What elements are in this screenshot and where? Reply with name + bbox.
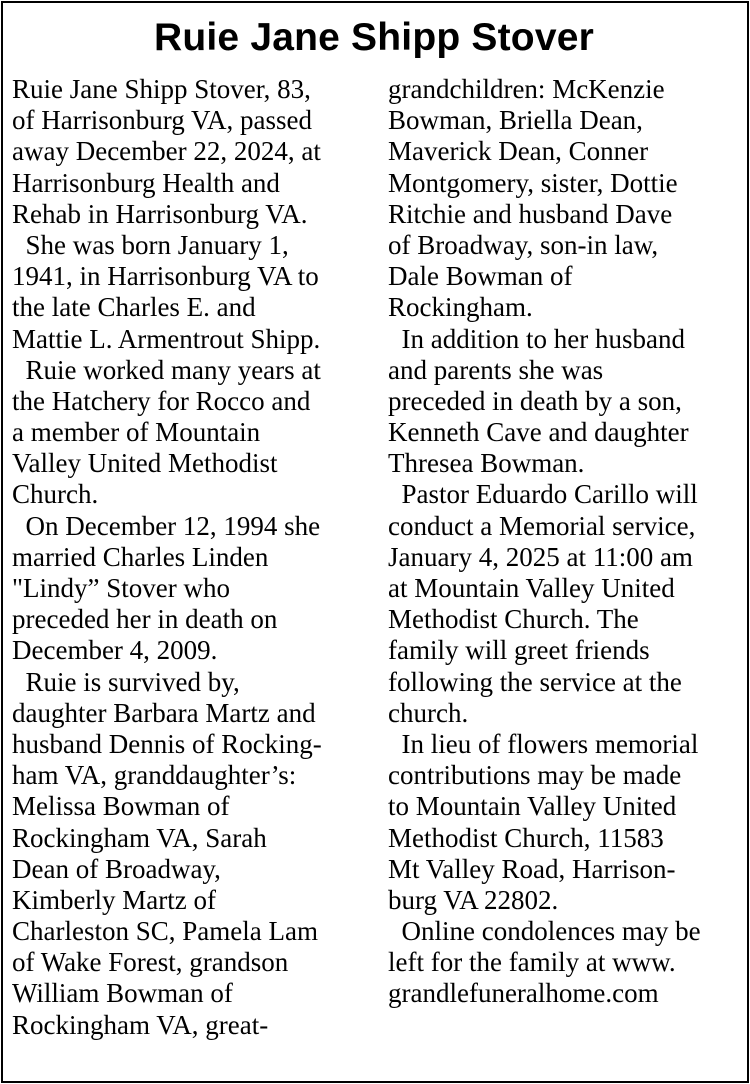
text-line: married Charles Linden (12, 541, 269, 572)
text-line: She was born January 1, (12, 229, 289, 260)
text-line: Methodist Church. The (388, 604, 639, 635)
text-line: the Hatchery for Rocco and (12, 385, 311, 416)
text-line: contributions may be made (388, 760, 682, 791)
obituary-right-column (388, 74, 746, 1010)
text-line: daughter Barbara Martz and (12, 697, 316, 728)
obituary-title: Ruie Jane Shipp Stover (153, 16, 594, 59)
text-line: ham VA, granddaughter’s: (12, 760, 297, 791)
text-line: Dale Bowman of (388, 261, 573, 292)
text-line: of Harrisonburg VA, passed (12, 105, 312, 136)
text-line: Harrisonburg Health and (12, 167, 280, 198)
text-line: Ruie Jane Shipp Stover, 83, (12, 74, 311, 104)
text-line: of Wake Forest, grandson (12, 947, 289, 978)
text-line: Methodist Church, 11583 (388, 822, 664, 853)
text-line: "Lindy” Stover who (12, 573, 230, 603)
text-line: Mt Valley Road, Harrison- (388, 853, 676, 884)
text-line: Bowman, Briella Dean, (388, 105, 643, 136)
text-line: Montgomery, sister, Dottie (388, 167, 678, 198)
text-line: 1941, in Harrisonburg VA to (12, 261, 319, 292)
text-line: Rockingham VA, Sarah (12, 822, 267, 853)
text-line: Pastor Eduardo Carillo will (388, 479, 698, 510)
text-line: In lieu of flowers memorial (388, 728, 699, 759)
text-line: following the service at the (388, 666, 682, 697)
text-line: of Broadway, son-in law, (388, 229, 659, 260)
text-line: grandchildren: McKenzie (388, 74, 665, 104)
text-line: On December 12, 1994 she (12, 510, 321, 541)
text-line: family will greet friends (388, 635, 650, 666)
text-line: Ritchie and husband Dave (388, 198, 673, 229)
text-line: Thresea Bowman. (388, 448, 585, 479)
text-line: to Mountain Valley United (388, 791, 677, 822)
text-line: burg VA 22802. (388, 884, 559, 915)
text-line: January 4, 2025 at 11:00 am (388, 541, 693, 572)
obituary-left-column (12, 74, 380, 1041)
text-line: William Bowman of (12, 978, 233, 1009)
text-line: Kenneth Cave and daughter (388, 417, 689, 448)
text-line: husband Dennis of Rocking- (12, 728, 322, 759)
text-line: grandlefuneralhome.com (388, 978, 659, 1009)
text-line: conduct a Memorial service, (388, 510, 696, 541)
text-line: preceded in death by a son, (388, 385, 682, 416)
text-line: Mattie L. Armentrout Shipp. (12, 323, 321, 354)
text-line: Melissa Bowman of (12, 791, 230, 822)
text-line: Ruie is survived by, (12, 666, 240, 697)
text-line: Online condolences may be (388, 916, 701, 947)
text-line: away December 22, 2024, at (12, 136, 321, 167)
text-line: Dean of Broadway, (12, 853, 221, 884)
text-line: Rehab in Harrisonburg VA. (12, 198, 308, 229)
text-line: Valley United Methodist (12, 448, 278, 479)
text-line: In addition to her husband (388, 323, 685, 354)
text-line: and parents she was (388, 354, 604, 385)
text-line: Rockingham VA, great- (12, 1009, 269, 1040)
text-line: Rockingham. (388, 292, 533, 323)
text-line: a member of Mountain (12, 417, 261, 448)
text-line: Ruie worked many years at (12, 354, 321, 385)
text-line: church. (388, 697, 469, 728)
text-line: at Mountain Valley United (388, 573, 675, 603)
text-line: left for the family at www. (388, 947, 676, 978)
text-line: Maverick Dean, Conner (388, 136, 649, 167)
text-line: December 4, 2009. (12, 635, 218, 666)
text-line: Charleston SC, Pamela Lam (12, 916, 318, 947)
text-line: preceded her in death on (12, 604, 278, 635)
text-line: Kimberly Martz of (12, 884, 216, 915)
text-line: the late Charles E. and (12, 292, 256, 323)
text-line: Church. (12, 479, 99, 510)
